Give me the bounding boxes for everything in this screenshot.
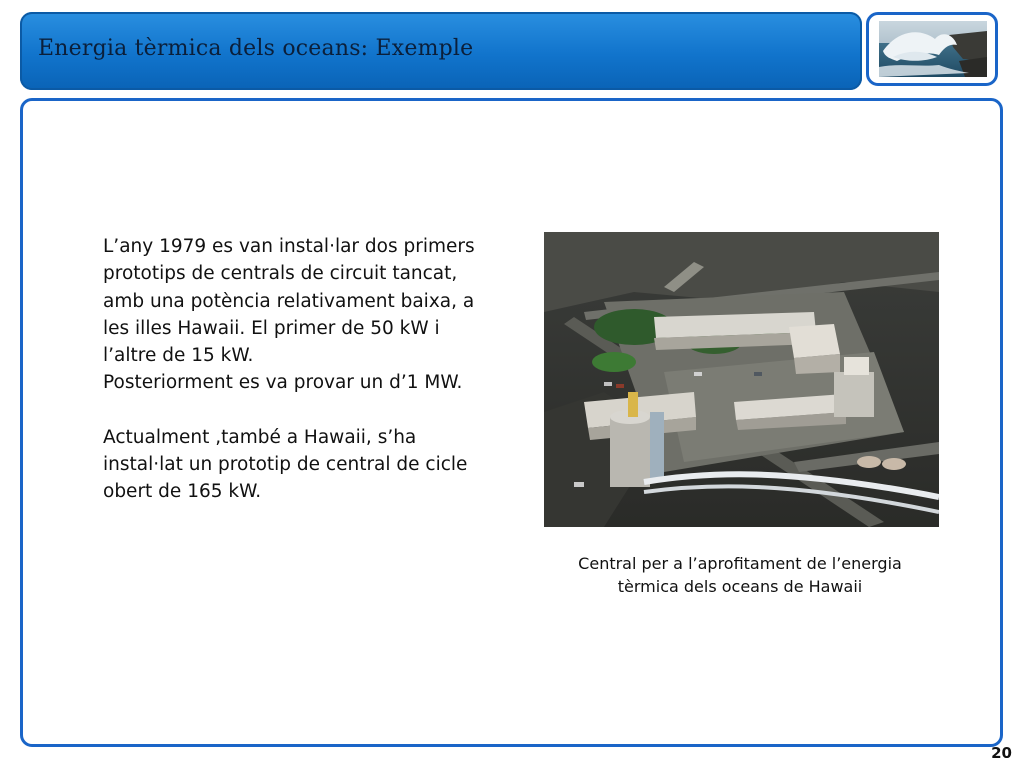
otec-plant-aerial-photo (544, 232, 939, 527)
caption-line: tèrmica dels oceans de Hawaii (617, 577, 863, 596)
page-number: 20 (991, 744, 1012, 762)
text-line: Actualment ,també a Hawaii, s’ha (103, 426, 417, 448)
text-line: obert de 165 kW. (103, 481, 262, 503)
text-line: Posteriorment es va provar un d’1 MW. (103, 372, 463, 394)
text-line: prototips de centrals de circuit tancat, (103, 263, 458, 285)
text-line: L’any 1979 es van instal·lar dos primers (103, 236, 475, 257)
body-text (103, 233, 523, 506)
text-line: amb una potència relativament baixa, a (103, 290, 475, 312)
ocean-thumbnail-frame (866, 12, 998, 86)
caption-line: Central per a l’aprofitament de l’energia (578, 554, 902, 573)
paragraph-gap (103, 397, 523, 424)
text-line: instal·lat un prototip de central de cicle (103, 454, 468, 476)
title-bar (20, 12, 862, 90)
otec-plant-photo (544, 232, 939, 527)
text-line: les illes Hawaii. El primer de 50 kW i (103, 317, 440, 339)
slide-title: Energia tèrmica dels oceans: Exemple (38, 36, 474, 61)
ocean-wave-image (879, 21, 987, 77)
photo-caption (540, 552, 940, 598)
text-line: l’altre de 15 kW. (103, 345, 254, 367)
